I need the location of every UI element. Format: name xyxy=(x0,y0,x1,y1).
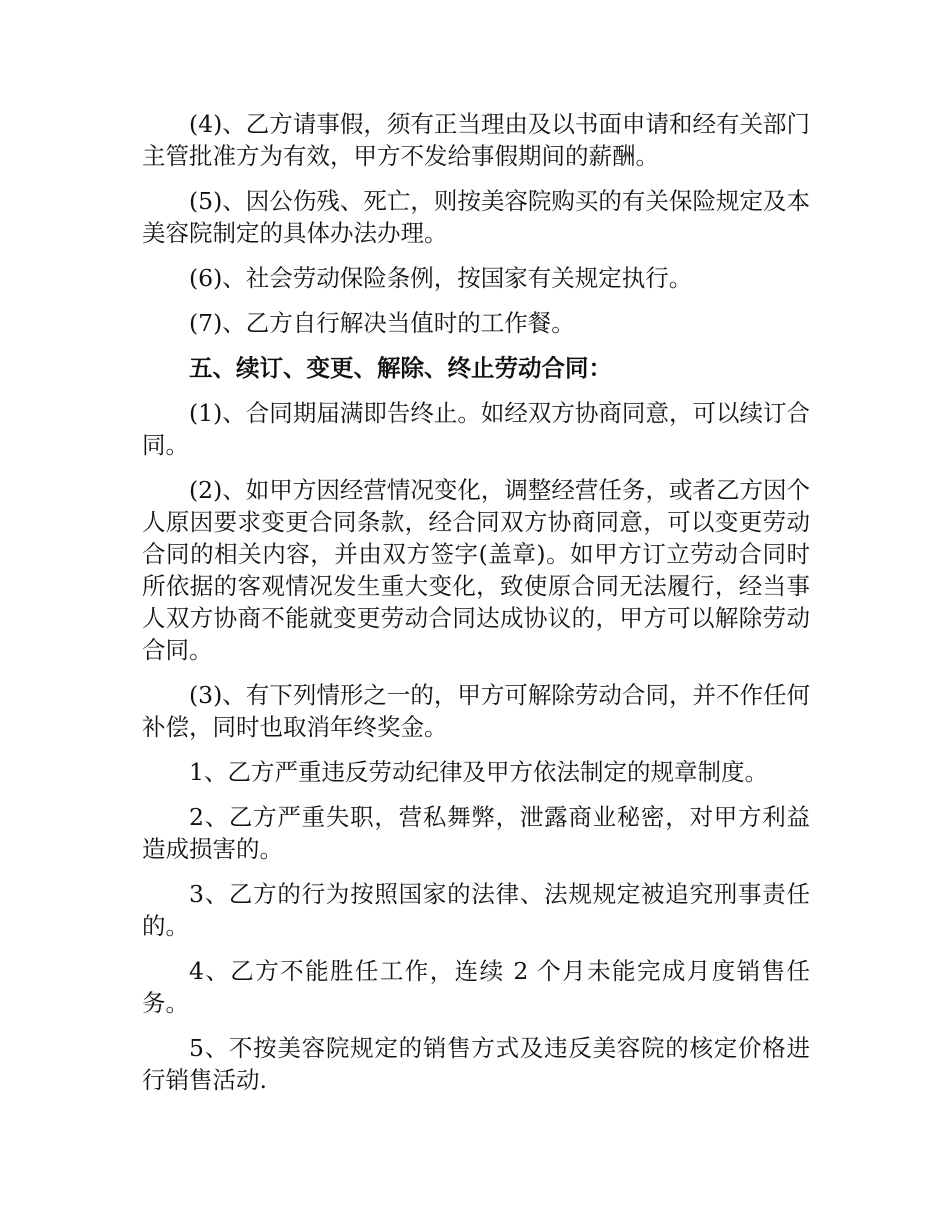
document-page xyxy=(142,108,810,1109)
paragraph-renewal-1: (1)、合同期届满即告终止。如经双方协商同意，可以续订合同。 xyxy=(142,399,810,459)
section-heading-5: 五、续订、变更、解除、终止劳动合同： xyxy=(189,354,612,382)
paragraph-clause-5: (5)、因公伤残、死亡，则按美容院购买的有关保险规定及本美容院制定的具体办法办理。 xyxy=(142,187,810,247)
list-item-5: 5、不按美容院规定的销售方式及违反美容院的核定价格进行销售活动. xyxy=(142,1034,810,1094)
paragraph-termination-3: (3)、有下列情形之一的，甲方可解除劳动合同，并不作任何补偿，同时也取消年终奖金。 xyxy=(142,681,810,741)
paragraph-clause-7: (7)、乙方自行解决当值时的工作餐。 xyxy=(189,309,575,337)
paragraph-clause-4: (4)、乙方请事假，须有正当理由及以书面申请和经有关部门主管批准方为有效，甲方不发给事假期间的薪酬。 xyxy=(142,110,810,170)
paragraph-change-2: (2)、如甲方因经营情况变化，调整经营任务，或者乙方因个人原因要求变更合同条款，经合同双方协商同意，可以变更劳动合同的相关内容，并由双方签字(盖章)。如甲方订立劳动合同时所依据的客观情况发生重大变化，致使原合同无法履行，经当事人双方协商不能就变更劳动合同达成协议的，甲方可以解除劳动合同。 xyxy=(142,476,810,664)
list-item-3: 3、乙方的行为按照国家的法律、法规规定被追究刑事责任的。 xyxy=(142,880,810,940)
paragraph-clause-6: (6)、社会劳动保险条例，按国家有关规定执行。 xyxy=(189,264,693,292)
list-item-1: 1、乙方严重违反劳动纪律及甲方依法制定的规章制度。 xyxy=(189,758,768,786)
list-item-4: 4、乙方不能胜任工作，连续 2 个月未能完成月度销售任务。 xyxy=(142,957,810,1017)
list-item-2: 2、乙方严重失职，营私舞弊，泄露商业秘密，对甲方利益造成损害的。 xyxy=(142,803,810,863)
